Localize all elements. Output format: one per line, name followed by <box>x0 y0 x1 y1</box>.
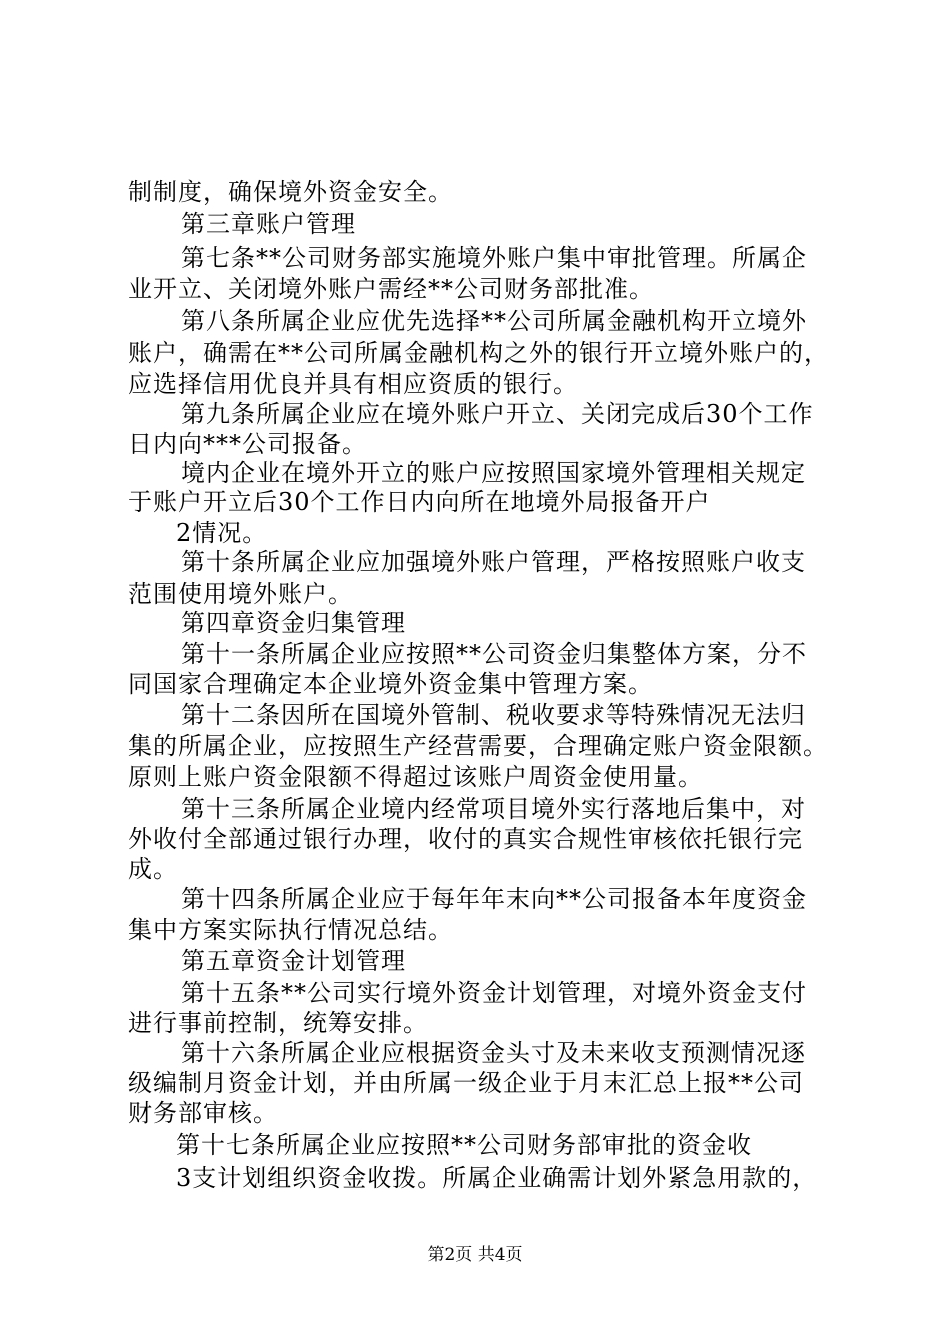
text-line: 集的所属企业，应按照生产经营需要，合理确定账户资金限额。 <box>128 732 828 760</box>
chapter-heading: 第四章资金归集管理 <box>181 609 406 637</box>
text-line: 制制度，确保境外资金安全。 <box>128 178 453 206</box>
text-line: 集中方案实际执行情况总结。 <box>128 916 453 944</box>
text-line: 第十二条因所在国境外管制、税收要求等特殊情况无法归 <box>181 701 806 729</box>
text-line: 第十条所属企业应加强境外账户管理，严格按照账户收支 <box>181 548 806 576</box>
text-line: 第十四条所属企业应于每年年末向**公司报备本年度资金 <box>181 885 807 913</box>
text-line: 于账户开立后30个工作日内向所在地境外局报备开户 <box>128 488 711 516</box>
text-line: 第九条所属企业应在境外账户开立、关闭完成后30个工作 <box>181 400 814 428</box>
text-line: 3支计划组织资金收拨。所属企业确需计划外紧急用款的， <box>176 1164 818 1192</box>
text-line: 进行事前控制，统筹安排。 <box>128 1009 428 1037</box>
text-line: 应选择信用优良并具有相应资质的银行。 <box>128 370 578 398</box>
text-line: 账户，确需在**公司所属金融机构之外的银行开立境外账户的， <box>128 339 829 367</box>
text-line: 第十三条所属企业境内经常项目境外实行落地后集中，对 <box>181 795 806 823</box>
text-line: 第十六条所属企业应根据资金头寸及未来收支预测情况逐 <box>181 1039 806 1067</box>
text-line: 原则上账户资金限额不得超过该账户周资金使用量。 <box>128 763 703 791</box>
text-line: 业开立、关闭境外账户需经**公司财务部批准。 <box>128 275 654 303</box>
text-line: 第七条**公司财务部实施境外账户集中审批管理。所属企 <box>181 244 807 272</box>
text-line: 境内企业在境外开立的账户应按照国家境外管理相关规定 <box>181 459 806 487</box>
chapter-heading: 第五章资金计划管理 <box>181 947 406 975</box>
text-line: 第十一条所属企业应按照**公司资金归集整体方案，分不 <box>181 640 807 668</box>
text-line: 第十七条所属企业应按照**公司财务部审批的资金收 <box>176 1131 752 1159</box>
text-line: 同国家合理确定本企业境外资金集中管理方案。 <box>128 670 653 698</box>
text-line: 第八条所属企业应优先选择**公司所属金融机构开立境外 <box>181 307 807 335</box>
text-line: 级编制月资金计划，并由所属一级企业于月末汇总上报**公司 <box>128 1069 804 1097</box>
text-line: 外收付全部通过银行办理，收付的真实合规性审核依托银行完 <box>128 825 803 853</box>
text-line: 2情况。 <box>176 519 268 547</box>
page-footer: 第2页 共4页 <box>427 1245 523 1265</box>
text-line: 财务部审核。 <box>128 1099 278 1127</box>
chapter-heading: 第三章账户管理 <box>181 210 356 238</box>
text-line: 第十五条**公司实行境外资金计划管理，对境外资金支付 <box>181 979 807 1007</box>
text-line: 成。 <box>128 855 178 883</box>
text-line: 日内向***公司报备。 <box>128 430 367 458</box>
text-line: 范围使用境外账户。 <box>128 580 353 608</box>
